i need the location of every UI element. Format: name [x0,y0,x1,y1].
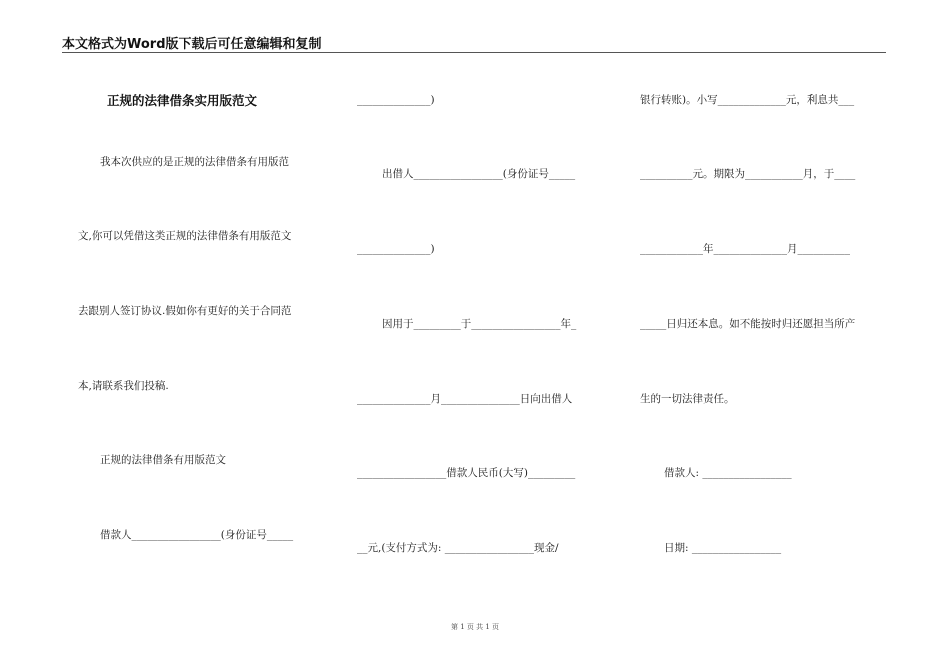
header-divider [62,52,886,53]
column-1-line-6: 正规的法律借条有用版范文 [100,454,226,466]
date-line: 日期: _________________ [664,542,782,554]
column-1-line-5: 本,请联系我们投稿. [78,380,169,392]
column-1-line-7: 借款人_________________(身份证号_____ [100,529,294,541]
borrower-signature-line: 借款人: _________________ [664,467,792,479]
column-2-line-2: 出借人_________________(身份证号_____ [382,168,576,180]
column-1-line-3: 文,你可以凭借这类正规的法律借条有用版范文 [78,230,292,242]
column-3-line-4: _____日归还本息。如不能按时归还愿担当所产 [640,318,856,330]
column-2-line-4: 因用于_________于_________________年_ [382,318,577,330]
document-title: 正规的法律借条实用版范文 [107,93,258,108]
column-3-line-3: ____________年______________月__________ [640,243,850,255]
column-3-line-5: 生的一切法律责任。 [640,393,735,405]
column-1-line-4: 去跟别人签订协议.假如你有更好的关于合同范 [78,305,292,317]
column-2-line-7: __元,(支付方式为: _________________现金/ [357,542,559,554]
page-header: 本文格式为Word版下载后可任意编辑和复制 [62,37,322,52]
column-2-line-3: ______________) [357,243,435,255]
page-footer: 第 1 页 共 1 页 [450,623,500,631]
column-2-line-6: _________________借款人民币(大写)_________ [357,467,576,479]
column-1-line-2: 我本次供应的是正规的法律借条有用版范 [100,156,289,168]
column-2-line-1: ______________) [357,94,435,106]
column-2-line-5: ______________月_______________日向出借人 [357,393,573,405]
column-3-line-1: 银行转账)。小写_____________元，利息共___ [640,94,855,106]
column-3-line-2: __________元。期限为___________月，于____ [640,168,856,180]
